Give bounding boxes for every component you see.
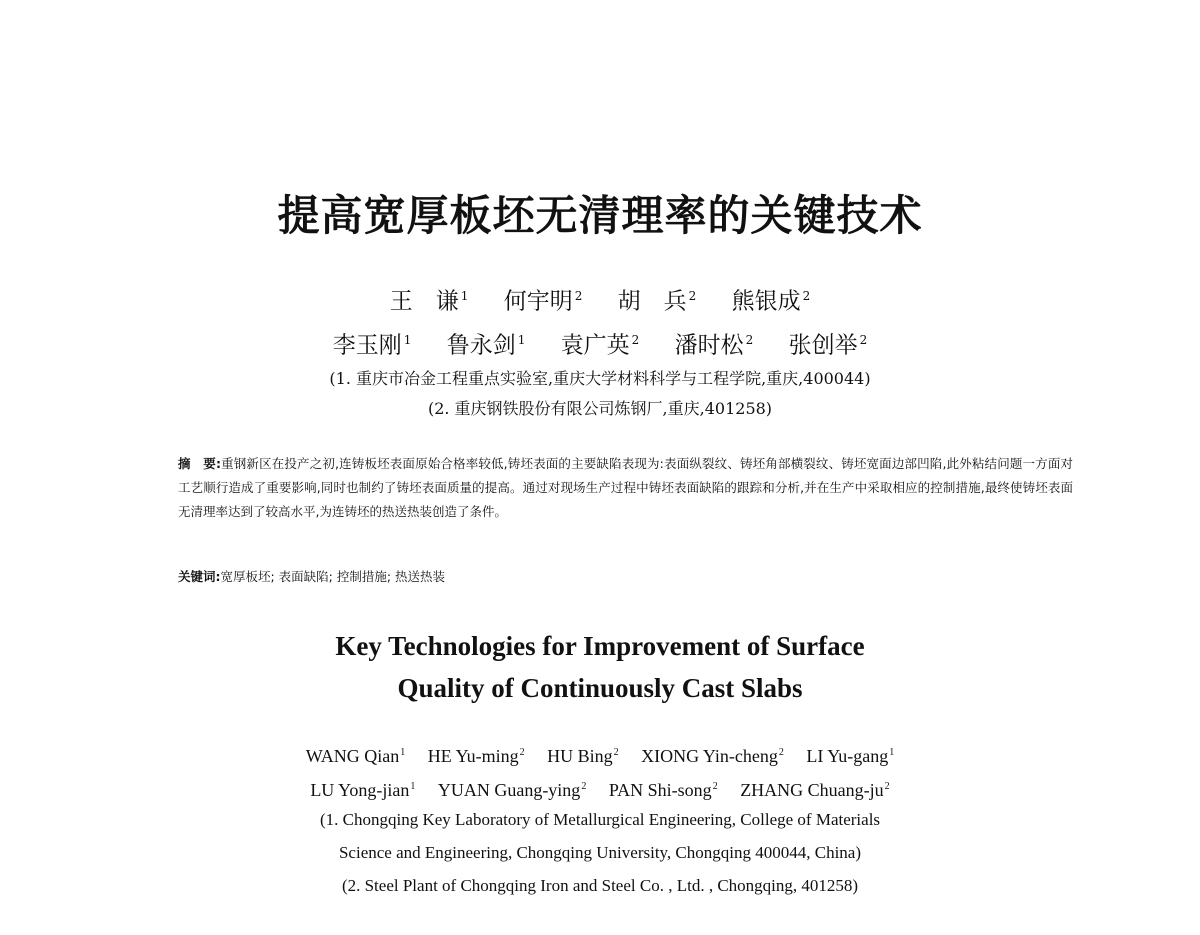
author-name: 王 谦 xyxy=(389,288,459,315)
author-cn xyxy=(504,281,583,317)
author-name: 何宇明 xyxy=(503,288,573,315)
author-name: 张创举 xyxy=(788,332,858,359)
author-name: HU Bing xyxy=(547,746,613,766)
author-list-en-row1 xyxy=(0,740,1200,769)
affiliation-mark: 2 xyxy=(884,781,890,792)
author-list-cn-row1 xyxy=(0,281,1200,317)
paper-title-cn: 提高宽厚板坯无清理率的关键技术 xyxy=(277,191,923,240)
author-cn xyxy=(732,281,811,317)
author-en xyxy=(641,740,784,769)
author-list-cn-row2 xyxy=(0,325,1200,361)
affiliation-mark: 2 xyxy=(712,781,718,792)
author-name: 李玉刚 xyxy=(332,332,402,359)
affiliation-mark: 1 xyxy=(400,747,406,758)
affiliation-en-1-line1: (1. Chongqing Key Laboratory of Metallurgical Engineering, College of Materials xyxy=(319,810,881,829)
author-en xyxy=(306,740,405,769)
author-cn xyxy=(390,281,469,317)
author-en xyxy=(740,774,889,803)
author-name: 熊银成 xyxy=(731,288,801,315)
author-cn xyxy=(561,325,640,361)
affiliation-mark: 2 xyxy=(574,289,583,303)
author-en xyxy=(428,740,525,769)
affiliation-mark: 2 xyxy=(519,747,525,758)
author-name: XIONG Yin-cheng xyxy=(641,746,778,766)
author-en xyxy=(806,740,894,769)
paper-title-en-line2: Quality of Continuously Cast Slabs xyxy=(397,673,803,703)
author-cn xyxy=(618,281,697,317)
author-name: 袁广英 xyxy=(560,332,630,359)
affiliation-mark: 2 xyxy=(859,333,868,347)
author-en xyxy=(609,774,718,803)
author-name: 胡 兵 xyxy=(617,288,687,315)
affiliation-mark: 2 xyxy=(688,289,697,303)
author-cn xyxy=(447,325,526,361)
author-name: 鲁永剑 xyxy=(446,332,516,359)
affiliation-mark: 1 xyxy=(889,747,895,758)
author-cn xyxy=(333,325,412,361)
affiliation-mark: 2 xyxy=(745,333,754,347)
abstract-cn xyxy=(178,452,1073,524)
abstract-text: 重钢新区在投产之初,连铸板坯表面原始合格率较低,铸坯表面的主要缺陷表现为:表面纵裂纹、铸坯角部横裂纹、铸坯宽面边部凹陷,此外粘结问题一方面对工艺顺行造成了重要影响,同时也制约了铸坯表面质量的提高。通过对现场生产过程中铸坯表面缺陷的跟踪和分析,并在生产中采取相应的控制措施,最终使铸坯表面无清理率达到了较高水平,为连铸坯的热送热装创造了条件。 xyxy=(178,456,1073,519)
author-en xyxy=(547,740,619,769)
author-cn xyxy=(675,325,754,361)
author-name: YUAN Guang-ying xyxy=(437,780,581,800)
author-cn xyxy=(789,325,868,361)
author-en xyxy=(438,774,586,803)
affiliation-mark: 2 xyxy=(802,289,811,303)
affiliation-mark: 1 xyxy=(410,781,416,792)
affiliation-mark: 2 xyxy=(613,747,619,758)
author-name: WANG Qian xyxy=(305,746,400,766)
author-name: LI Yu-gang xyxy=(806,746,889,766)
author-name: LU Yong-jian xyxy=(310,780,410,800)
keywords-text: 宽厚板坯; 表面缺陷; 控制措施; 热送热装 xyxy=(220,569,446,584)
affiliation-mark: 2 xyxy=(778,747,784,758)
affiliation-mark: 1 xyxy=(517,333,526,347)
affiliation-cn-1: (1. 重庆市冶金工程重点实验室,重庆大学材料科学与工程学院,重庆,400044) xyxy=(329,369,871,388)
affiliation-mark: 2 xyxy=(581,781,587,792)
affiliation-en-2: (2. Steel Plant of Chongqing Iron and Steel Co. , Ltd. , Chongqing, 401258) xyxy=(341,876,859,895)
author-en xyxy=(310,774,415,803)
author-name: 潘时松 xyxy=(674,332,744,359)
affiliation-mark: 1 xyxy=(403,333,412,347)
paper-title-en-line1: Key Technologies for Improvement of Surface xyxy=(335,631,865,661)
author-name: ZHANG Chuang-ju xyxy=(740,780,884,800)
author-name: HE Yu-ming xyxy=(427,746,519,766)
keywords-cn xyxy=(178,566,1073,588)
author-name: PAN Shi-song xyxy=(608,780,712,800)
abstract-label: 摘 要: xyxy=(178,456,221,471)
affiliation-en-1-line2: Science and Engineering, Chongqing University, Chongqing 400044, China) xyxy=(338,843,862,862)
affiliation-mark: 1 xyxy=(460,289,469,303)
affiliation-cn-2: (2. 重庆钢铁股份有限公司炼钢厂,重庆,401258) xyxy=(427,399,773,418)
author-list-en-row2 xyxy=(0,774,1200,803)
affiliation-mark: 2 xyxy=(631,333,640,347)
keywords-label: 关键词: xyxy=(178,569,221,584)
